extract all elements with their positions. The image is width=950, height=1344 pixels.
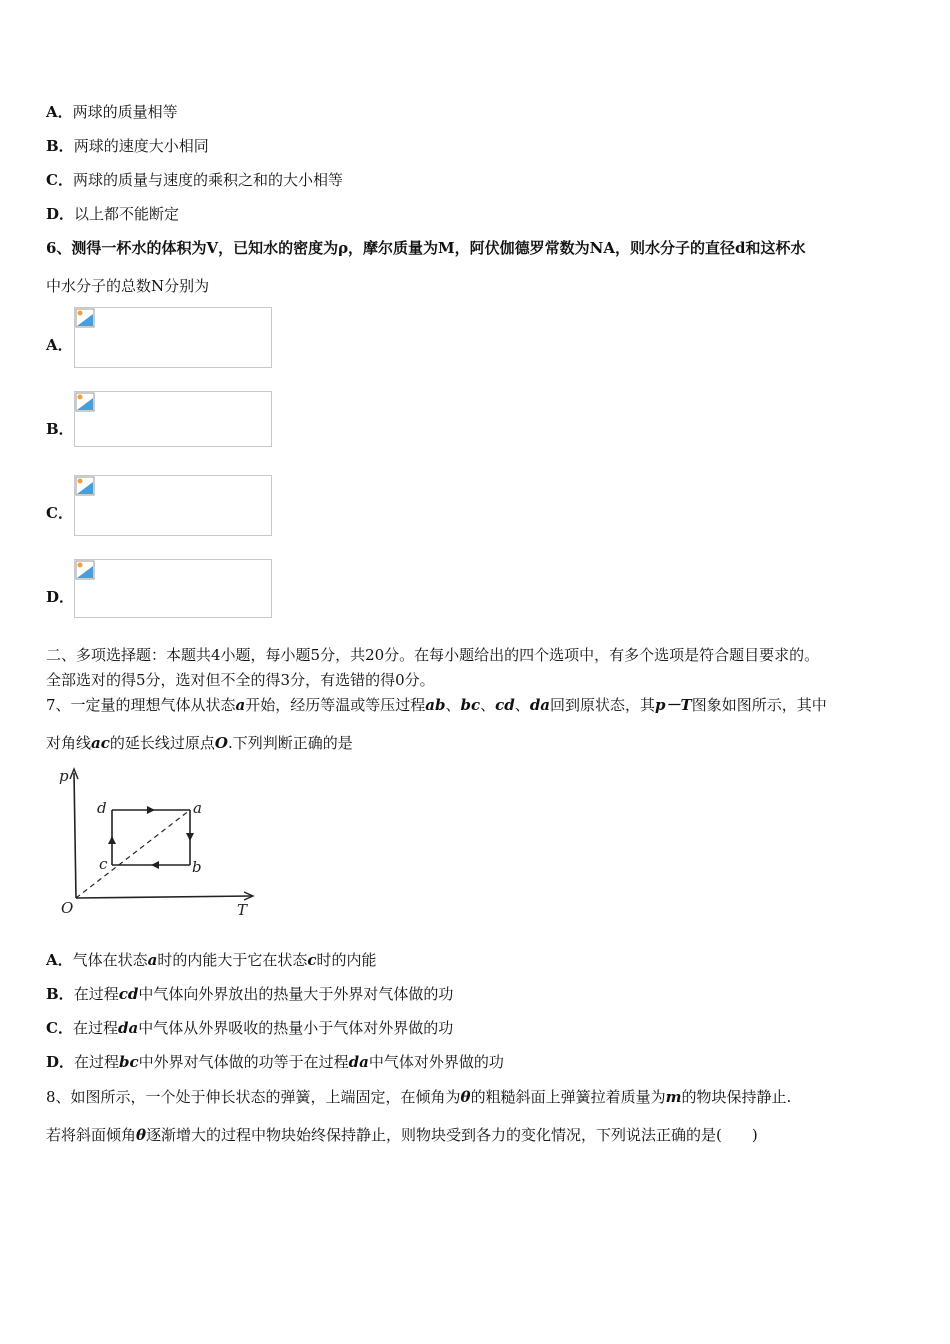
p-axis — [74, 773, 76, 898]
p-label: p — [59, 767, 69, 785]
section-2-line1: 二、多项选择题：本题共4小题，每小题5分，共20分。在每小题给出的四个选项中，有多个选项是符合题目要求的。 — [46, 646, 820, 664]
t-axis — [76, 896, 251, 898]
arrow-bc — [151, 861, 159, 869]
origin-label: O — [61, 899, 74, 917]
q6-option-c-label: C． — [46, 504, 73, 522]
section-2-line2: 全部选对的得5分，选对但不全的得3分，有选错的得0分。 — [46, 671, 435, 689]
point-b-label: b — [192, 858, 202, 876]
t-label: T — [237, 901, 248, 919]
q7-option-c: C．在过程da中气体从外界吸收的热量小于气体对外界做的功 — [46, 1019, 454, 1037]
diagonal-ac-extension — [76, 810, 190, 898]
point-d-label: d — [97, 799, 107, 817]
arrow-cd — [108, 836, 116, 844]
q7-option-b: B．在过程cd中气体向外界放出的热量大于外界对气体做的功 — [46, 985, 454, 1003]
broken-image-b — [74, 391, 272, 447]
broken-image-c — [74, 475, 272, 536]
broken-image-a — [74, 307, 272, 368]
q7-stem-line1: 7、一定量的理想气体从状态a开始，经历等温或等压过程ab、bc、cd、da回到原状态，其p－T图象如图所示，其中 — [46, 696, 827, 714]
arrow-ab — [186, 833, 194, 841]
broken-image-icon — [75, 308, 95, 328]
q7-option-a: A．气体在状态a时的内能大于它在状态c时的内能 — [46, 951, 377, 969]
broken-image-icon — [75, 560, 95, 580]
q6-stem-line1: 6、测得一杯水的体积为V，已知水的密度为ρ，摩尔质量为M，阿伏伽德罗常数为NA，则水分子的直径d和这杯水 — [46, 239, 806, 257]
point-a-label: a — [193, 799, 202, 817]
q5-option-c: C．两球的质量与速度的乘积之和的大小相等 — [46, 171, 343, 189]
arrow-da — [147, 806, 155, 814]
broken-image-icon — [75, 392, 95, 412]
q6-option-a-label: A． — [46, 336, 73, 354]
broken-image-icon — [75, 476, 95, 496]
q6-option-d-label: D． — [46, 588, 75, 606]
q7-option-d: D．在过程bc中外界对气体做的功等于在过程da中气体对外界做的功 — [46, 1053, 504, 1071]
q6-option-b-label: B． — [46, 420, 74, 438]
q8-stem-line1: 8、如图所示，一个处于伸长状态的弹簧，上端固定，在倾角为θ的粗糙斜面上弹簧拉着质量为m的物块保持静止. — [46, 1088, 792, 1106]
q5-option-a: A．两球的质量相等 — [46, 103, 178, 121]
q7-pt-graph — [55, 765, 260, 920]
point-c-label: c — [99, 855, 108, 873]
q5-option-b: B．两球的速度大小相同 — [46, 137, 209, 155]
broken-image-d — [74, 559, 272, 618]
q5-option-d: D．以上都不能断定 — [46, 205, 180, 223]
q8-stem-line2: 若将斜面倾角θ逐渐增大的过程中物块始终保持静止，则物块受到各力的变化情况，下列说法正确的是( ) — [46, 1126, 758, 1144]
q7-stem-line2: 对角线ac的延长线过原点O.下列判断正确的是 — [46, 734, 353, 752]
section-2-heading — [46, 643, 926, 693]
q6-stem-line2: 中水分子的总数N分别为 — [46, 277, 210, 295]
